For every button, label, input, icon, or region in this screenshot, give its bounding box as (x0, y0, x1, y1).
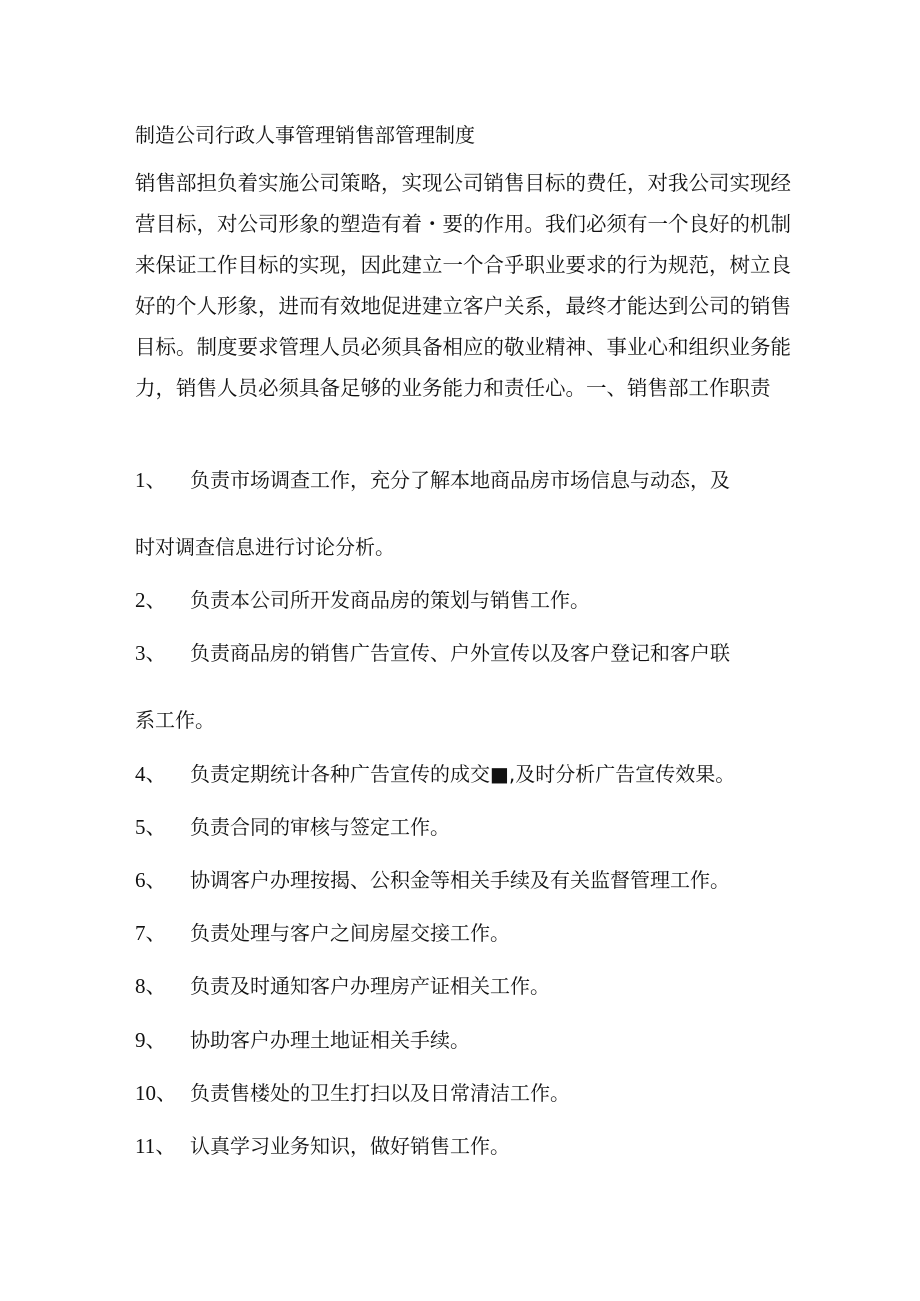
item-text: 认真学习业务知识，做好销售工作。 (190, 1134, 510, 1158)
item-text: 负责合同的审核与签定工作。 (190, 815, 450, 839)
item-continuation: 时对调查信息进行讨论分析。 (135, 535, 395, 559)
document-title: 制造公司行政人事管理销售部管理制度 (135, 123, 475, 147)
item-text: 协调客户办理按揭、公积金等相关手续及有关监督管理工作。 (190, 868, 730, 892)
item-number: 8、 (135, 974, 167, 998)
item-text: 负责定期统计各种广告宣传的成交■,及时分析广告宣传效果。 (190, 762, 736, 786)
item-number: 5、 (135, 815, 167, 839)
item-text: 负责售楼处的卫生打扫以及日常清洁工作。 (190, 1081, 570, 1105)
item-number: 1、 (135, 468, 167, 492)
item-text: 负责商品房的销售广告宣传、户外宣传以及客户登记和客户联 (190, 641, 730, 665)
item-number: 7、 (135, 921, 167, 945)
item-continuation: 系工作。 (135, 708, 215, 732)
intro-line: 好的个人形象，进而有效地促进建立客户关系，最终才能达到公司的销售 (135, 294, 791, 318)
item-number: 3、 (135, 641, 167, 665)
item-number: 10、 (135, 1081, 177, 1105)
item-number: 9、 (135, 1028, 167, 1052)
intro-paragraph (135, 163, 791, 409)
intro-line: 销售部担负着实施公司策略，实现公司销售目标的费任，对我公司实现经 (135, 171, 791, 195)
intro-line: 力，销售人员必须具备足够的业务能力和责任心。一、销售部工作职责 (135, 376, 771, 400)
item-text: 负责市场调查工作，充分了解本地商品房市场信息与动态，及 (190, 468, 730, 492)
item-text: 负责本公司所开发商品房的策划与销售工作。 (190, 588, 590, 612)
intro-line: 目标。制度要求管理人员必须具备相应的敬业精神、事业心和组织业务能 (135, 335, 791, 359)
item-number: 2、 (135, 588, 167, 612)
intro-line: 营目标，对公司形象的塑造有着・要的作用。我们必须有一个良好的机制 (135, 212, 791, 236)
item-number: 6、 (135, 868, 167, 892)
item-text: 协助客户办理土地证相关手续。 (190, 1028, 470, 1052)
item-number: 4、 (135, 762, 167, 786)
item-text: 负责处理与客户之间房屋交接工作。 (190, 921, 510, 945)
intro-line: 来保证工作目标的实现，因此建立一个合乎职业要求的行为规范，树立良 (135, 253, 791, 277)
item-text: 负责及时通知客户办理房产证相关工作。 (190, 974, 550, 998)
item-number: 11、 (135, 1134, 177, 1158)
